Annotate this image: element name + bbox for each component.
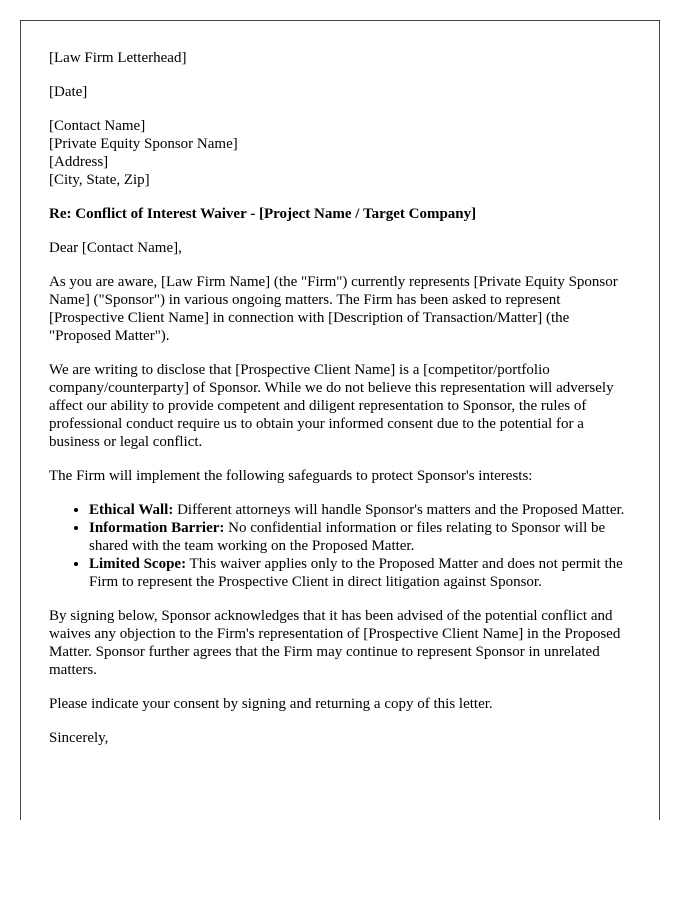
letter-date: [Date]	[49, 84, 88, 100]
list-item	[89, 501, 625, 519]
address-line-street: [Address]	[49, 154, 109, 170]
letterhead: [Law Firm Letterhead]	[49, 50, 187, 66]
safeguard-label: Limited Scope:	[89, 556, 187, 572]
safeguard-text: No confidential information or files relating to Sponsor will be shared with the team working on the Proposed Matter.	[89, 520, 606, 554]
safeguard-label: Information Barrier:	[89, 520, 225, 536]
body-paragraph: By signing below, Sponsor acknowledges that it has been advised of the potential conflict and waives any objection to the Firm's representation of [Prospective Client Name] in the Proposed Matter. Sponsor further agrees that the Firm may continue to represent Sponsor in unrelated matters.	[49, 608, 621, 678]
recipient-address	[49, 117, 625, 189]
body-paragraph: The Firm will implement the following safeguards to protect Sponsor's interests:	[49, 468, 533, 484]
body-paragraph: We are writing to disclose that [Prospective Client Name] is a [competitor/portfolio company/counterparty] of Sponsor. While we do not believe this representation will adversely affect our ability to provide competent and diligent representation to Sponsor, the rules of professional conduct require us to obtain your informed consent due to the potential for a business or legal conflict.	[49, 362, 614, 450]
body-paragraph: Please indicate your consent by signing and returning a copy of this letter.	[49, 696, 493, 712]
letter-content	[49, 49, 625, 763]
safeguard-label: Ethical Wall:	[89, 502, 174, 518]
address-line-sponsor: [Private Equity Sponsor Name]	[49, 136, 238, 152]
signoff: Sincerely,	[49, 730, 109, 746]
subject-line: Re: Conflict of Interest Waiver - [Project Name / Target Company]	[49, 206, 477, 222]
safeguards-list	[49, 501, 625, 591]
salutation: Dear [Contact Name],	[49, 240, 182, 256]
list-item	[89, 555, 625, 591]
safeguard-text: This waiver applies only to the Proposed Matter and does not permit the Firm to represent the Prospective Client in direct litigation against Sponsor.	[89, 556, 623, 590]
safeguard-text: Different attorneys will handle Sponsor's matters and the Proposed Matter.	[173, 502, 625, 518]
list-item	[89, 519, 625, 555]
letter-page	[20, 20, 660, 820]
body-paragraph: As you are aware, [Law Firm Name] (the "Firm") currently represents [Private Equity Sponsor Name] ("Sponsor") in various ongoing matters. The Firm has been asked to represent [Prospective Client Name] in connection with [Description of Transaction/Matter] (the "Proposed Matter").	[49, 274, 618, 344]
address-line-city: [City, State, Zip]	[49, 172, 150, 188]
address-line-contact: [Contact Name]	[49, 118, 146, 134]
